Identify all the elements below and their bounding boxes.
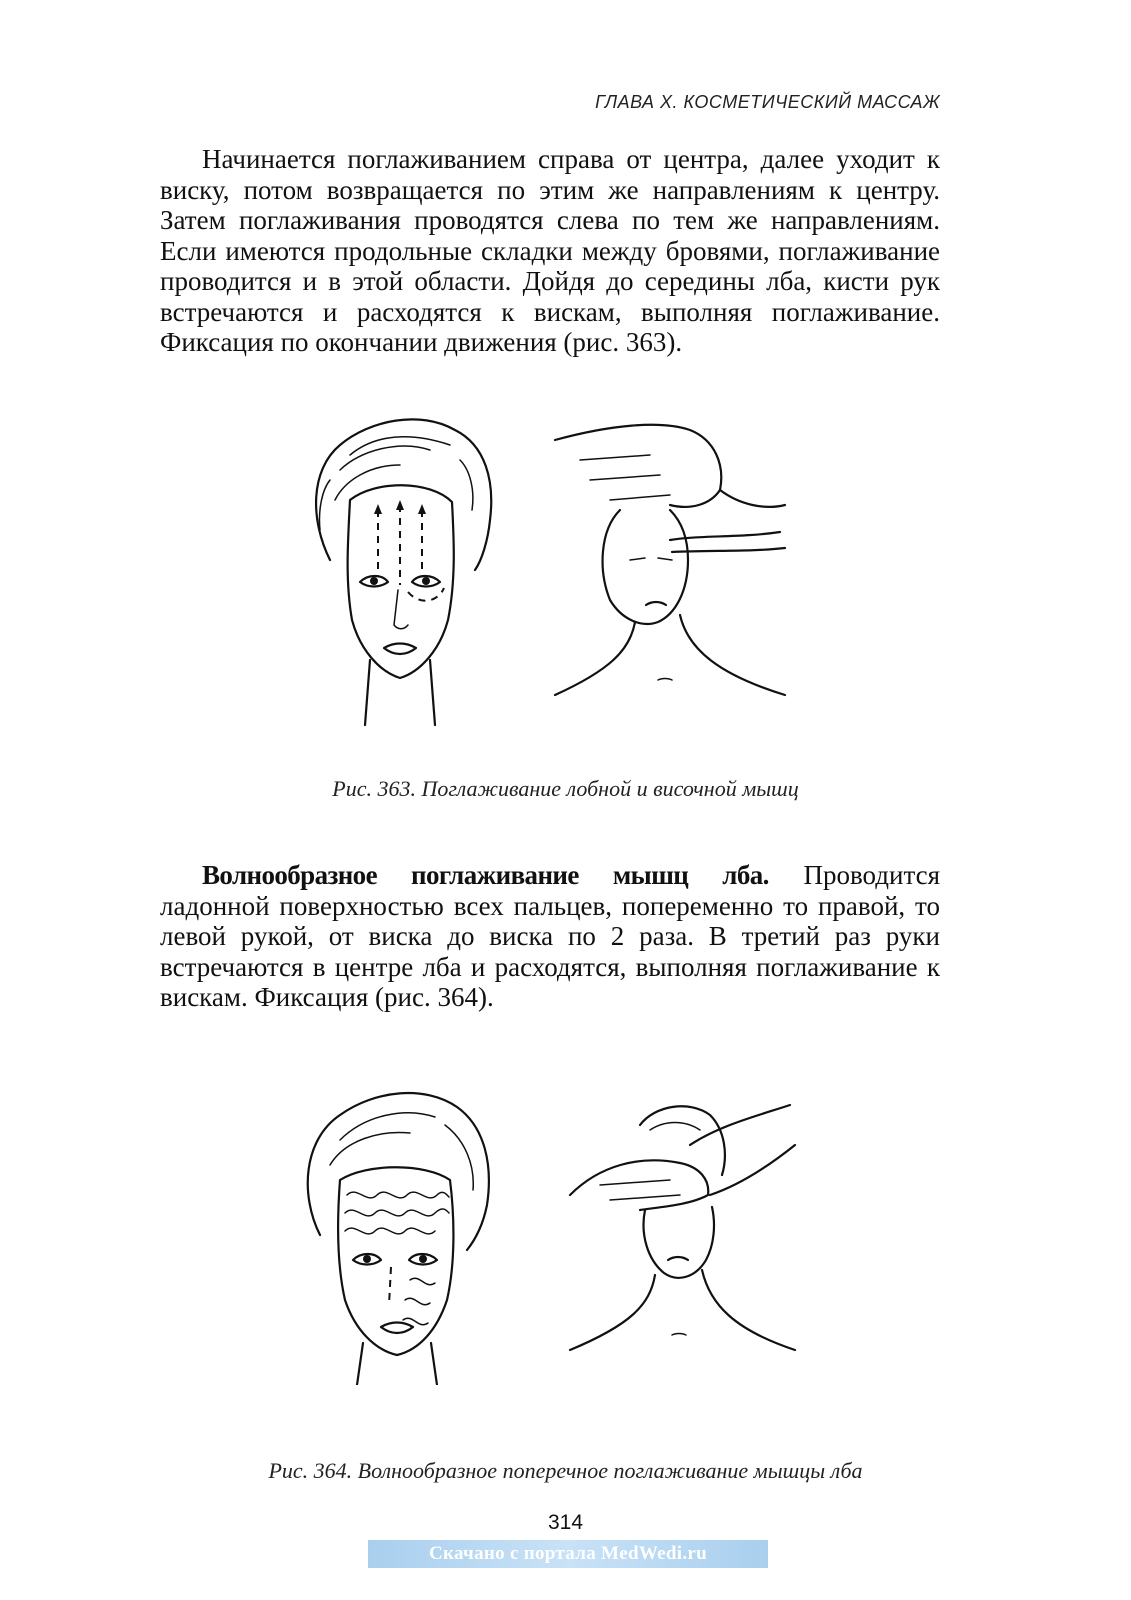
figure-363-caption: Рис. 363. Поглаживание лобной и височной мышц [332,776,799,801]
running-head: ГЛАВА X. КОСМЕТИЧЕСКИЙ МАССАЖ [595,92,940,112]
page-number: 314 [547,1511,584,1534]
paragraph-2 [160,860,940,1013]
figure-363-illustration [290,410,810,730]
hand-over-eyes-drawing [570,1105,795,1350]
figure-364-caption: Рис. 364. Волнообразное поперечное поглаживание мышцы лба [268,1458,863,1483]
face-with-wave-lines-drawing [308,1093,489,1385]
hands-massaging-face-drawing [555,425,785,695]
paragraph-2-bold-lead: Волнообразное поглаживание мышц лба. [202,860,769,890]
download-watermark-banner[interactable]: Скачано с портала MedWedi.ru [368,1540,768,1568]
figure-364-illustration [285,1085,815,1385]
paragraph-2-text: Проводится ладонной поверхностью всех пальцев, попеременно то правой, то левой рукой, от виска до виска по 2 раза. В третий раз руки встречаются в центре лба и расходятся, выполняя поглаживание к вискам. Фиксация (рис. 364). [160,860,940,1012]
face-with-stroke-arrows-drawing [316,419,491,725]
paragraph-1: Начинается поглаживанием справа от центра, далее уходит к виску, потом возвращается по этим же направлениям к центру. Затем поглаживания проводятся слева по тем же направлениям. Если имеются продольные складки между бровями, поглаживание проводится и в этой области. Дойдя до середины лба, кисти рук встречаются и расходятся к вискам, выполняя поглаживание. Фиксация по окончании движения (рис. 363). [160,144,940,357]
